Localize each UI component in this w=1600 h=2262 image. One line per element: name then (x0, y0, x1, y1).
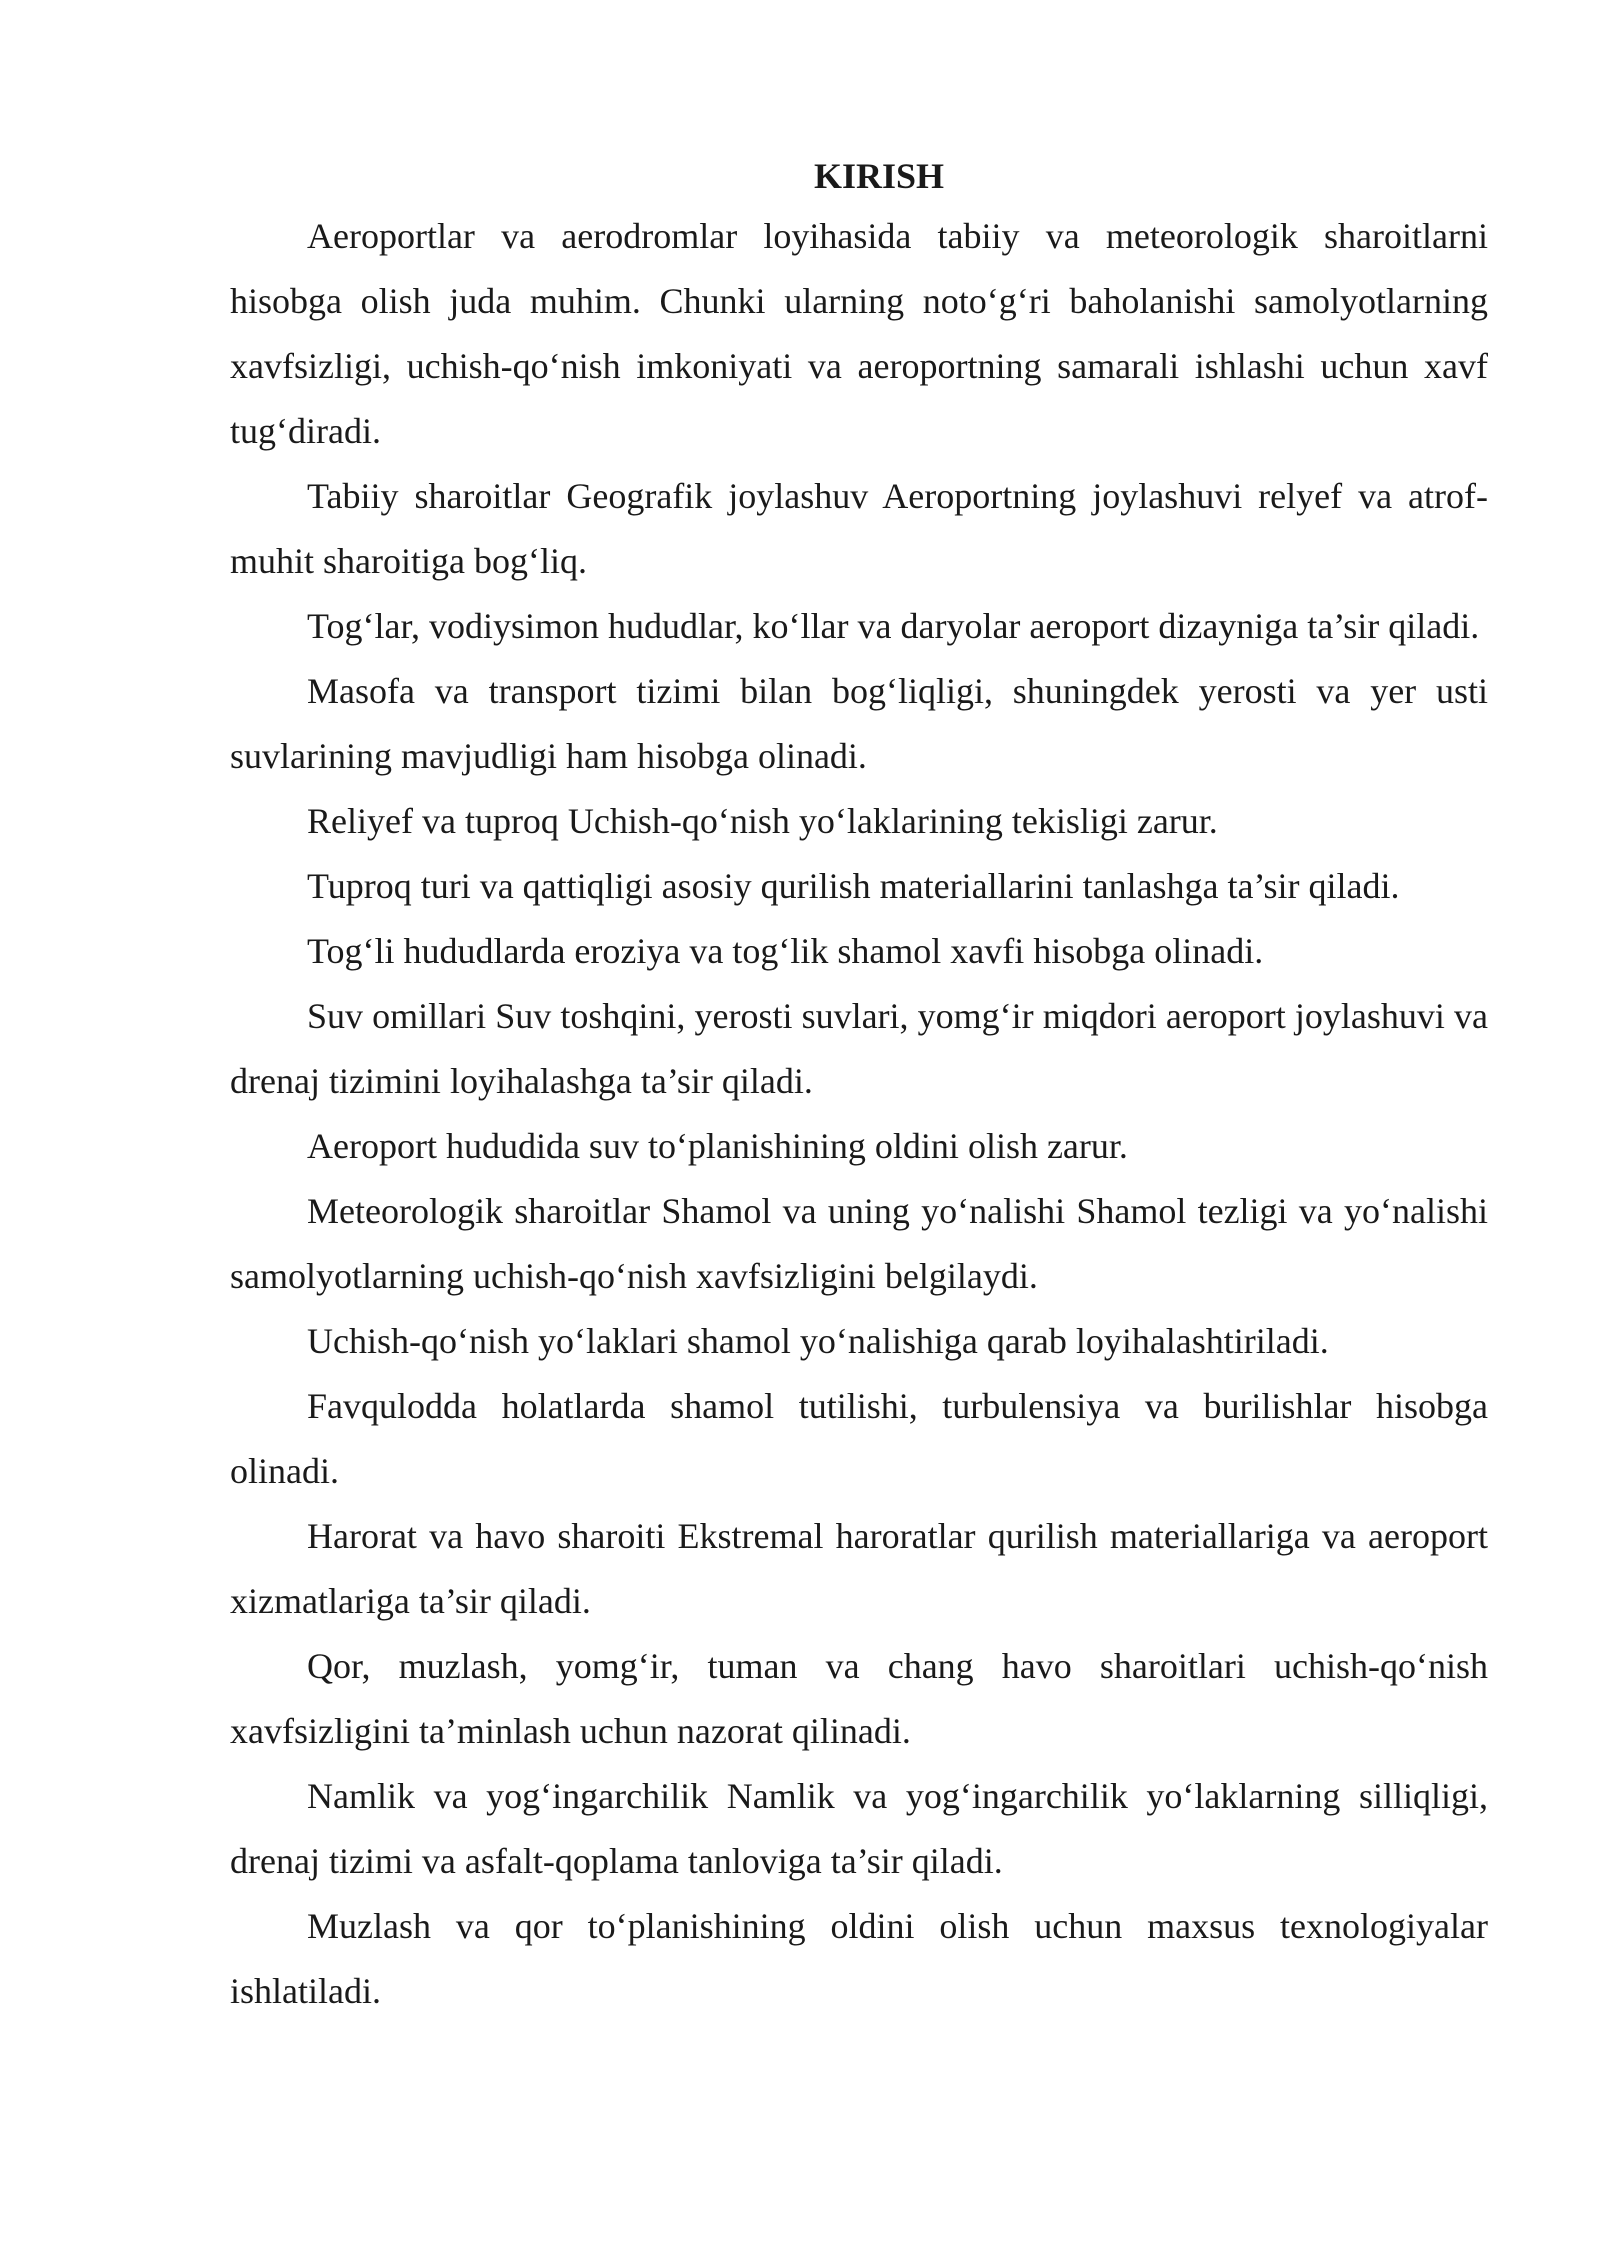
paragraph: Harorat va havo sharoiti Ekstremal haroratlar qurilish materiallariga va aeroport xizmatlariga ta’sir qiladi. (230, 1516, 1488, 1621)
paragraph: Aeroportlar va aerodromlar loyihasida tabiiy va meteorologik sharoitlarni hisobga olish juda muhim. Chunki ularning noto‘g‘ri baholanishi samolyotlarning xavfsizligi, uchish-qo‘nish imkoniyati va aeroportning samarali ishlashi uchun xavf tug‘diradi. (230, 216, 1488, 451)
paragraph: Meteorologik sharoitlar Shamol va uning yo‘nalishi Shamol tezligi va yo‘nalishi samolyotlarning uchish-qo‘nish xavfsizligini belgilaydi. (230, 1191, 1488, 1296)
paragraph: Qor, muzlash, yomg‘ir, tuman va chang havo sharoitlari uchish-qo‘nish xavfsizligini ta’minlash uchun nazorat qilinadi. (230, 1646, 1488, 1751)
paragraph: Uchish-qo‘nish yo‘laklari shamol yo‘nalishiga qarab loyihalashtiriladi. (307, 1321, 1329, 1361)
page-title: KIRISH (813, 156, 945, 196)
paragraph: Reliyef va tuproq Uchish-qo‘nish yo‘laklarining tekisligi zarur. (307, 801, 1218, 841)
paragraph: Namlik va yog‘ingarchilik Namlik va yog‘ingarchilik yo‘laklarning silliqligi, drenaj tizimi va asfalt-qoplama tanloviga ta’sir qiladi. (230, 1776, 1488, 1881)
paragraph: Muzlash va qor to‘planishining oldini olish uchun maxsus texnologiyalar ishlatiladi. (230, 1906, 1488, 2011)
paragraph: Tog‘lar, vodiysimon hududlar, ko‘llar va daryolar aeroport dizayniga ta’sir qiladi. (307, 606, 1480, 646)
paragraph: Tuproq turi va qattiqligi asosiy qurilish materiallarini tanlashga ta’sir qiladi. (307, 866, 1400, 906)
paragraph: Tog‘li hududlarda eroziya va tog‘lik shamol xavfi hisobga olinadi. (307, 931, 1264, 971)
paragraph: Suv omillari Suv toshqini, yerosti suvlari, yomg‘ir miqdori aeroport joylashuvi va drenaj tizimini loyihalashga ta’sir qiladi. (230, 996, 1488, 1101)
paragraph: Favqulodda holatlarda shamol tutilishi, turbulensiya va burilishlar hisobga olinadi. (230, 1386, 1488, 1491)
paragraph: Aeroport hududida suv to‘planishining oldini olish zarur. (307, 1126, 1128, 1166)
paragraph: Tabiiy sharoitlar Geografik joylashuv Aeroportning joylashuvi relyef va atrof-muhit sharoitiga bog‘liq. (230, 476, 1488, 581)
paragraph: Masofa va transport tizimi bilan bog‘liqligi, shuningdek yerosti va yer usti suvlarining mavjudligi ham hisobga olinadi. (230, 671, 1488, 776)
document-page (230, 148, 1488, 2024)
